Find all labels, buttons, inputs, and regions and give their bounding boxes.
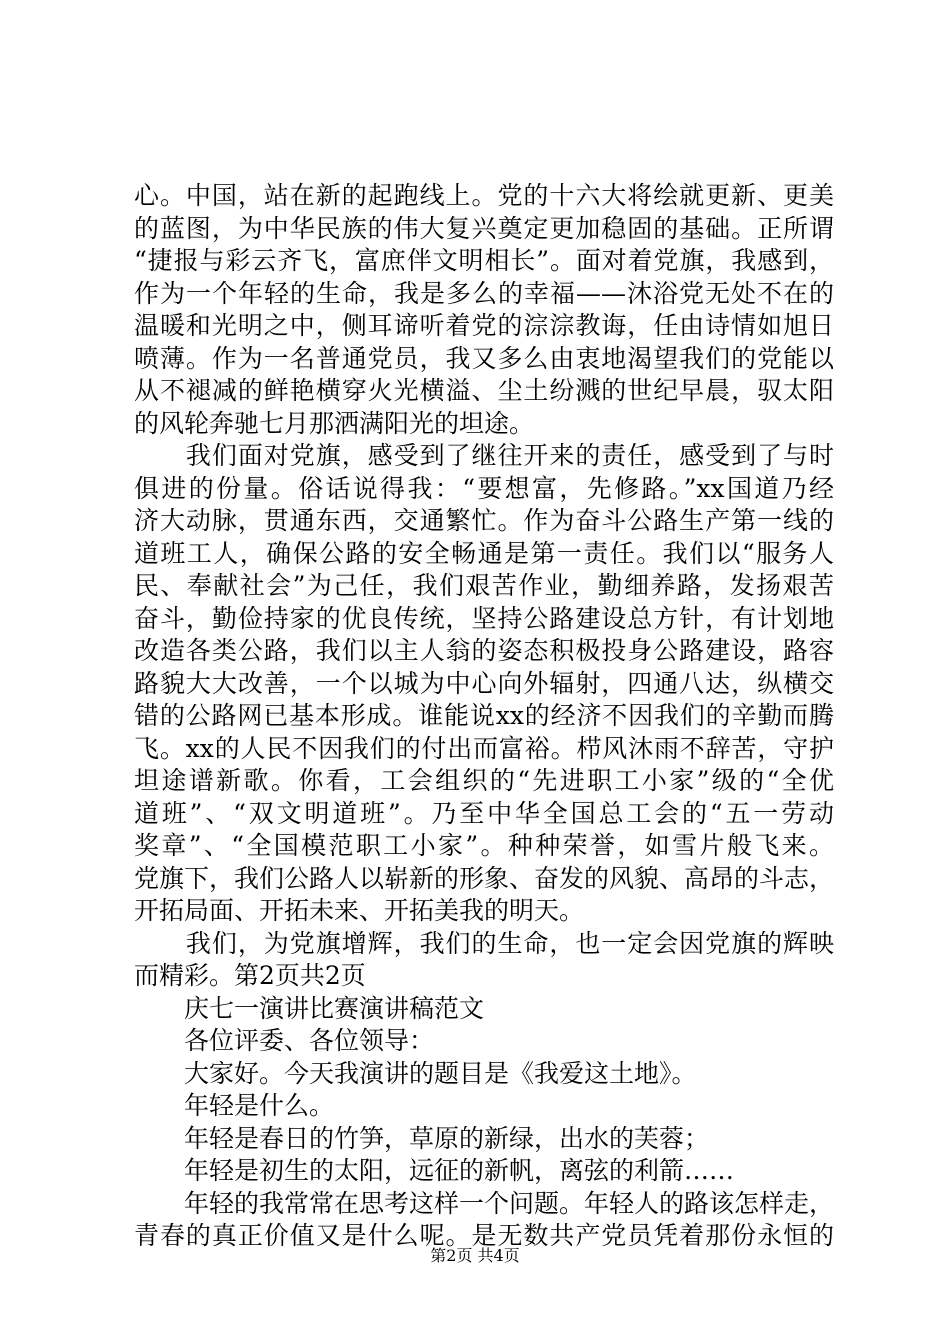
text-line: “捷报与彩云齐飞，富庶伴文明相长”。面对着党旗，我感到， [134, 246, 834, 275]
text-line: 青春的真正价值又是什么呢。是无数共产党员凭着那份永恒的 [134, 1221, 834, 1250]
text-line: 喷薄。作为一名普通党员，我又多么由衷地渴望我们的党能以 [134, 343, 834, 373]
text-line: 的蓝图，为中华民族的伟大复兴奠定更加稳固的基础。正所谓 [134, 213, 834, 243]
text-line: 我们，为党旗增辉，我们的生命，也一定会因党旗的辉映 [134, 928, 834, 958]
text-line: 路貌大大改善，一个以城为中心向外辐射，四通八达，纵横交 [134, 668, 834, 698]
text-line: 党旗下，我们公路人以崭新的形象、奋发的风貌、高昂的斗志， [134, 863, 835, 893]
text-line: 年轻是初生的太阳，远征的新帆，离弦的利箭…… [134, 1156, 735, 1185]
text-line: 的风轮奔驰七月那洒满阳光的坦途。 [134, 408, 535, 438]
text-line: 俱进的份量。俗话说得我：“要想富，先修路。”xx国道乃经 [134, 473, 834, 503]
text-line: 年轻的我常常在思考这样一个问题。年轻人的路该怎样走， [134, 1188, 835, 1218]
text-line: 我们面对党旗，感受到了继往开来的责任，感受到了与时 [134, 441, 834, 470]
text-line: 开拓局面、开拓未来、开拓美我的明天。 [134, 896, 585, 925]
text-line: 作为一个年轻的生命，我是多么的幸福——沐浴党无处不在的 [134, 278, 834, 308]
text-line: 年轻是春日的竹笋，草原的新绿，出水的芙蓉； [134, 1123, 710, 1153]
text-line: 民、奉献社会”为己任，我们艰苦作业，勤细养路，发扬艰苦 [134, 571, 834, 600]
text-line: 飞。xx的人民不因我们的付出而富裕。栉风沐雨不辞苦，守护 [134, 733, 834, 763]
text-line: 从不褪减的鲜艳横穿火光横溢、尘土纷溅的世纪早晨，驭太阳 [134, 376, 834, 405]
text-line: 各位评委、各位领导： [134, 1026, 435, 1055]
text-line: 济大动脉，贯通东西，交通繁忙。作为奋斗公路生产第一线的 [134, 506, 834, 535]
text-line: 错的公路网已基本形成。谁能说xx的经济不因我们的辛勤而腾 [134, 701, 834, 730]
text-line: 年轻是什么。 [134, 1091, 335, 1120]
text-line: 大家好。今天我演讲的题目是《我爱这土地》。 [134, 1058, 697, 1088]
document-body [134, 180, 834, 1253]
text-line: 道班工人，确保公路的安全畅通是第一责任。我们以“服务人 [134, 538, 834, 568]
text-line: 温暖和光明之中，侧耳谛听着党的淙淙教诲，任由诗情如旭日 [134, 311, 834, 340]
page-footer: 第2页 共4页 [430, 1246, 520, 1265]
text-line: 坦途谱新歌。你看，工会组织的“先进职工小家”级的“全优 [134, 766, 834, 795]
text-line: 而精彩。第2页共2页 [134, 961, 366, 990]
text-line: 道班”、“双文明道班”。乃至中华全国总工会的“五一劳动 [134, 798, 834, 828]
text-line: 改造各类公路，我们以主人翁的姿态积极投身公路建设，路容 [134, 636, 834, 665]
text-line: 奖章”、“全国模范职工小家”。种种荣誉，如雪片般飞来。 [134, 831, 834, 860]
text-line: 心。中国，站在新的起跑线上。党的十六大将绘就更新、更美 [134, 181, 834, 210]
text-line: 奋斗，勤俭持家的优良传统，坚持公路建设总方针，有计划地 [134, 603, 834, 633]
text-line: 庆七一演讲比赛演讲稿范文 [134, 993, 485, 1023]
